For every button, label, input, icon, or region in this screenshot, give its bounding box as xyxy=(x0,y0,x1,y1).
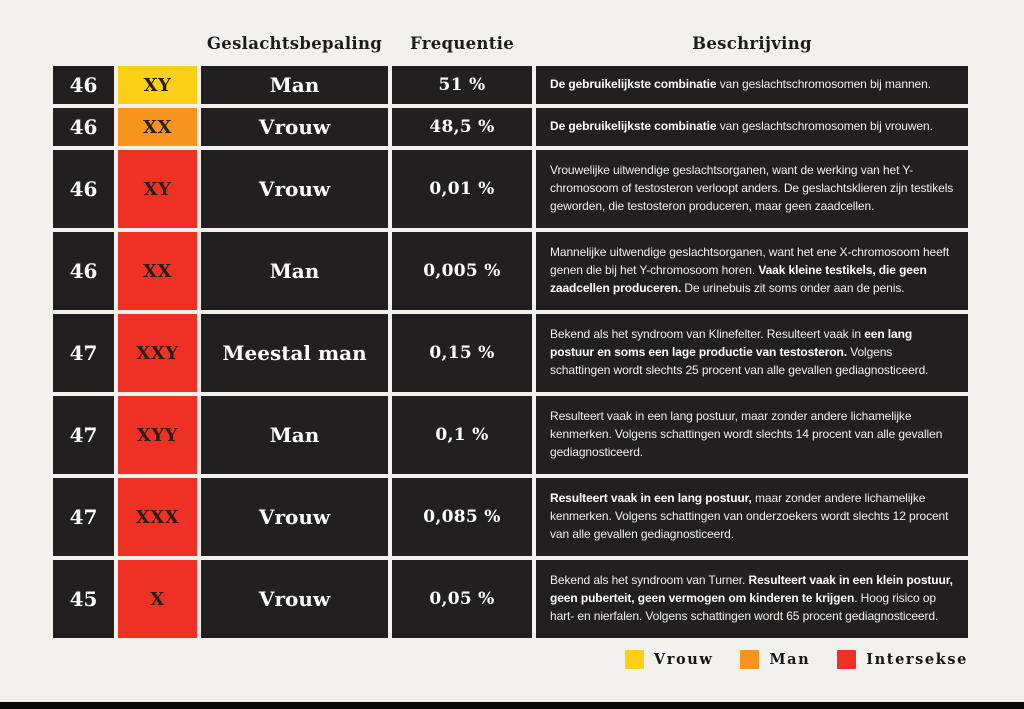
frequency-cell: 0,15 % xyxy=(392,314,532,392)
bottom-bar xyxy=(0,702,1024,709)
karyotype-cell: X xyxy=(118,560,197,638)
sex-cell: Vrouw xyxy=(201,478,388,556)
legend-label: Man xyxy=(769,651,811,668)
description-segment: Vaak kleine testikels, die geen zaadcellen produceren. xyxy=(550,263,927,295)
table-row xyxy=(53,478,968,556)
description-segment: een lang postuur en soms een lage productie van testosteron. xyxy=(550,327,913,360)
description-text xyxy=(550,118,933,136)
description-text xyxy=(550,76,931,94)
column-header-beschrijving: Beschrijving xyxy=(692,34,812,53)
description-text xyxy=(550,162,954,215)
legend-item xyxy=(837,650,968,669)
table-row xyxy=(53,66,968,104)
description-segment: Bekend als het syndroom van Klinefelter. Resulteert vaak in xyxy=(550,327,865,342)
description-cell xyxy=(536,396,968,474)
description-segment: Volgens schattingen wordt slechts 25 procent van alle gevallen gediagnosticeerd. xyxy=(550,345,929,377)
description-cell xyxy=(536,314,968,392)
karyotype-table xyxy=(53,66,968,638)
description-text xyxy=(550,326,954,379)
frequency-cell: 51 % xyxy=(392,66,532,104)
legend xyxy=(625,650,968,669)
sex-cell: Vrouw xyxy=(201,150,388,228)
description-segment: De urinebuis zit soms onder aan de penis. xyxy=(681,280,905,295)
chromosome-count-cell: 47 xyxy=(53,314,114,392)
description-cell xyxy=(536,108,968,146)
chromosome-count-cell: 46 xyxy=(53,150,114,228)
karyotype-cell: XY xyxy=(118,66,197,104)
table-row xyxy=(53,108,968,146)
legend-item xyxy=(625,650,714,669)
chromosome-count-cell: 47 xyxy=(53,396,114,474)
karyotype-cell: XX xyxy=(118,108,197,146)
description-segment: van geslachtschromosomen bij mannen. xyxy=(716,77,931,92)
description-segment: Bekend als het syndroom van Turner. xyxy=(550,573,749,588)
description-segment: . Hoog risico op hart- en nierfalen. Volgens schattingen wordt 65 procent gediagnosticeerd. xyxy=(550,591,939,623)
frequency-cell: 0,01 % xyxy=(392,150,532,228)
table-row xyxy=(53,560,968,638)
sex-cell: Man xyxy=(201,396,388,474)
description-text xyxy=(550,408,954,461)
description-segment: Resulteert vaak in een lang postuur, xyxy=(550,491,752,506)
header-row xyxy=(53,34,968,53)
legend-color-swatch xyxy=(837,650,856,669)
description-cell xyxy=(536,478,968,556)
frequency-cell: 0,05 % xyxy=(392,560,532,638)
karyotype-cell: XY xyxy=(118,150,197,228)
frequency-cell: 0,005 % xyxy=(392,232,532,310)
chromosome-count-cell: 46 xyxy=(53,232,114,310)
description-text xyxy=(550,490,954,543)
description-segment: Resulteert vaak in een klein postuur, geen puberteit, geen vermogen om kinderen te krijgen xyxy=(550,573,953,606)
description-segment: Resulteert vaak in een lang postuur, maar zonder andere lichamelijke kenmerken. Volgens schattingen wordt slechts 14 procent van alle gevallen gediagnosticeerd. xyxy=(550,409,943,459)
sex-cell: Vrouw xyxy=(201,560,388,638)
sex-cell: Meestal man xyxy=(201,314,388,392)
description-segment: Mannelijke uitwendige geslachtsorganen, want het ene X-chromosoom heeft genen die bij het Y-chromosoom horen. xyxy=(550,245,950,278)
legend-label: Intersekse xyxy=(866,651,968,668)
description-segment: maar zonder andere lichamelijke kenmerken. Volgens schattingen van onderzoekers wordt slechts 12 procent van alle gevallen gediagnosticeerd. xyxy=(550,491,949,541)
legend-color-swatch xyxy=(740,650,759,669)
sex-cell: Vrouw xyxy=(201,108,388,146)
table-row xyxy=(53,232,968,310)
legend-item xyxy=(740,650,810,669)
description-segment: Vrouwelijke uitwendige geslachtsorganen, want de werking van het Y-chromosoom of testosteron verloopt anders. De geslachtsklieren zijn testikels geworden, die testosteron produceren, maar geen zaadcellen. xyxy=(550,163,954,213)
chromosome-count-cell: 46 xyxy=(53,108,114,146)
sex-cell: Man xyxy=(201,232,388,310)
karyotype-cell: XYY xyxy=(118,396,197,474)
column-header-frequentie: Frequentie xyxy=(409,34,515,53)
legend-color-swatch xyxy=(625,650,644,669)
description-cell xyxy=(536,232,968,310)
legend-label: Vrouw xyxy=(653,651,714,668)
description-cell xyxy=(536,66,968,104)
column-header-geslachtsbepaling: Geslachtsbepaling xyxy=(206,34,383,53)
karyotype-cell: XX xyxy=(118,232,197,310)
chromosome-count-cell: 46 xyxy=(53,66,114,104)
table-row xyxy=(53,150,968,228)
chromosome-count-cell: 47 xyxy=(53,478,114,556)
description-text xyxy=(550,572,954,625)
description-segment: De gebruikelijkste combinatie xyxy=(550,119,717,134)
description-text xyxy=(550,244,954,297)
karyotype-cell: XXX xyxy=(118,478,197,556)
frequency-cell: 0,1 % xyxy=(392,396,532,474)
frequency-cell: 0,085 % xyxy=(392,478,532,556)
frequency-cell: 48,5 % xyxy=(392,108,532,146)
description-cell xyxy=(536,150,968,228)
description-cell xyxy=(536,560,968,638)
table-row xyxy=(53,396,968,474)
table-row xyxy=(53,314,968,392)
sex-cell: Man xyxy=(201,66,388,104)
description-segment: De gebruikelijkste combinatie xyxy=(550,77,717,92)
description-segment: van geslachtschromosomen bij vrouwen. xyxy=(716,119,933,134)
karyotype-cell: XXY xyxy=(118,314,197,392)
chromosome-count-cell: 45 xyxy=(53,560,114,638)
